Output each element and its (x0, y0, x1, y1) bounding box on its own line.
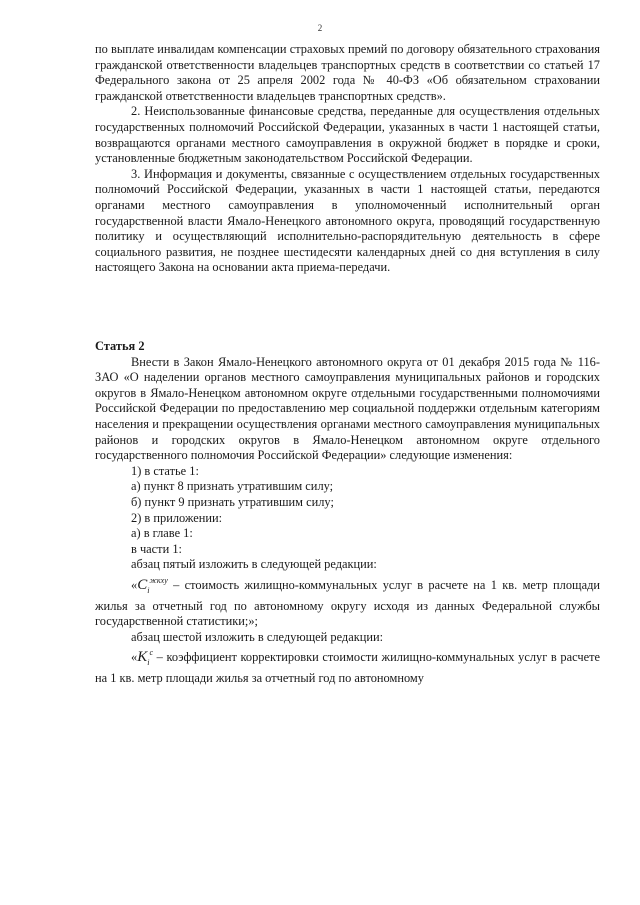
page-number: 2 (317, 23, 323, 33)
paragraph-3: 3. Информация и документы, связанные с осуществлением отдельных государственных полномочий Российской Федерации, указанных в части 1 настоящей статьи, передаются органами местного самоуправления в уполномоченный исполнительный орган государственной власти Ямало-Ненецкого автономного округа, проводящий государственную политику и осуществляющий исполнительно-распорядительную деятельность в сфере социального развития, не позднее шестидесяти календарных дней со дня вступления в силу настоящего Закона на основании акта приема-передачи. (95, 166, 600, 275)
formula-2-definition (95, 645, 600, 686)
list-item: а) в главе 1: (131, 526, 193, 541)
formula-1-letter: C (137, 576, 148, 593)
list-item: 1) в статье 1: (131, 463, 199, 478)
formula-1-superscript: жкху (149, 575, 168, 585)
article-2-block (95, 339, 600, 686)
open-quote: « (131, 577, 138, 592)
formula-2-symbol (137, 648, 154, 668)
upper-text-block (95, 42, 600, 276)
article-intro: Внести в Закон Ямало-Ненецкого автономного округа от 01 декабря 2015 года № 116-ЗАО «О наделении органов местного самоуправления муниципальных районов и городских округов в Ямало-Ненецком автономном округе отдельными государственными полномочиями Российской Федерации по предоставлению мер социальной поддержки отдельным категориям населения и прекращении осуществления органами местного самоуправления муниципальных районов и городских округов в Ямало-Ненецком автономном округе отдельного государственного полномочия Российской Федерации» следующие изменения: (95, 354, 600, 463)
list-item: б) пункт 9 признать утратившим силу; (131, 494, 334, 509)
open-quote: « (131, 650, 138, 665)
list-item: абзац шестой изложить в следующей редакции: (131, 629, 384, 644)
list-item: абзац пятый изложить в следующей редакции: (131, 557, 377, 572)
formula-2-subscript: i (147, 658, 150, 668)
list-item: 2) в приложении: (131, 510, 223, 525)
formula-2-superscript: c (149, 648, 154, 658)
list-item: в части 1: (131, 541, 182, 556)
formula-2-text: – коэффициент корректировки стоимости жилищно-коммунальных услуг в расчете на 1 кв. метр площади жилья за отчетный год по автономному (95, 650, 600, 685)
formula-1-text: – стоимость жилищно-коммунальных услуг в расчете на 1 кв. метр площади жилья за отчетный год по автономному округу исходя из данных Федеральной службы государственной статистики;»; (95, 577, 600, 629)
formula-1-definition (95, 573, 600, 630)
list-item: а) пункт 8 признать утратившим силу; (131, 479, 334, 494)
formula-2-letter: K (137, 649, 148, 666)
article-heading: Статья 2 (95, 339, 145, 353)
formula-1-subscript: i (147, 585, 150, 595)
paragraph-continuation: по выплате инвалидам компенсации страховых премий по договору обязательного страхования гражданской ответственности владельцев транспортных средств в соответствии со статьей 17 Федерального закона от 25 апреля 2002 года № 40-ФЗ «Об обязательном страховании гражданской ответственности владельцев транспортных средств». (95, 42, 600, 103)
formula-1-symbol (137, 577, 168, 593)
paragraph-2: 2. Неиспользованные финансовые средства, переданные для осуществления отдельных государственных полномочий Российской Федерации, указанных в части 1 настоящей статьи, возвращаются органами местного самоуправления в окружной бюджет в порядке и сроки, установленные бюджетным законодательством Российской Федерации. (95, 104, 600, 166)
